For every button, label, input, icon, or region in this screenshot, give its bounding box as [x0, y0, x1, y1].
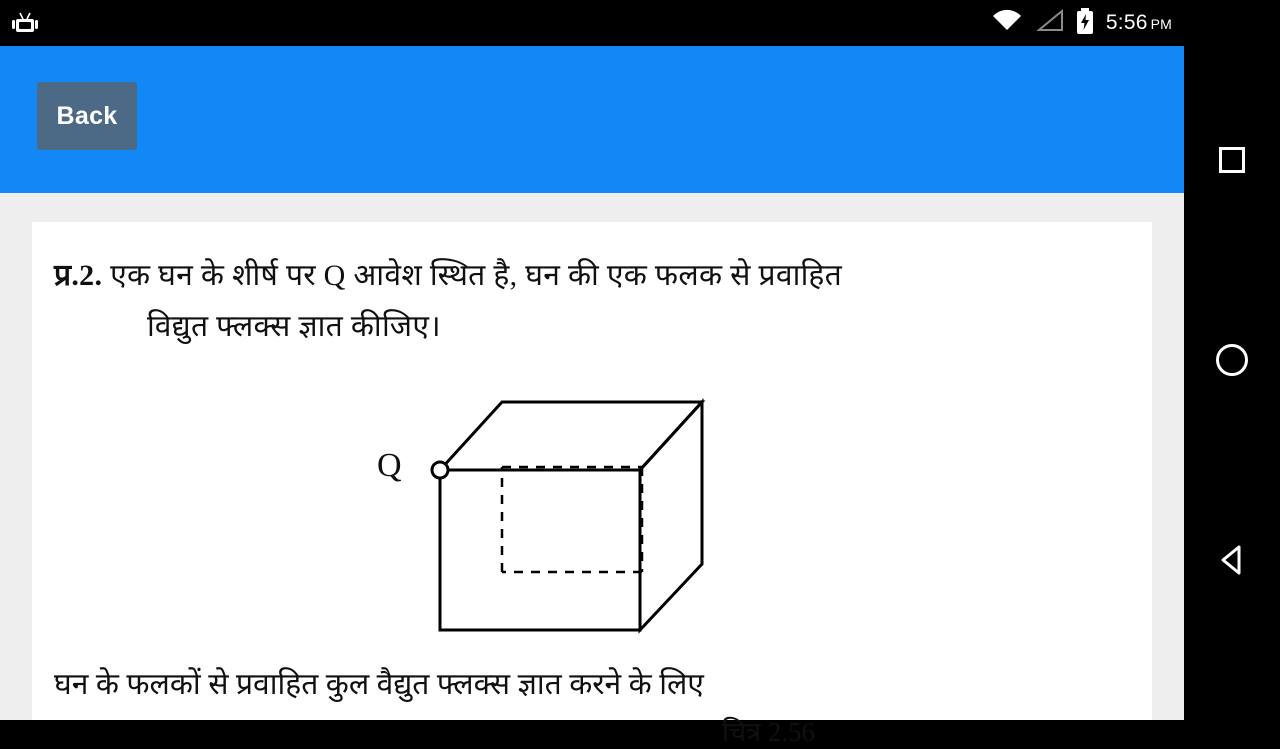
next-paragraph-partial: घन के फलकों से प्रवाहित कुल वैद्युत फ्लक्स ज्ञात करने के लिए — [54, 668, 704, 701]
status-bar-clock: 5:56 PM — [1105, 11, 1172, 34]
recent-apps-icon[interactable] — [1184, 112, 1280, 208]
cube-diagram-svg — [352, 392, 872, 662]
android-robot-icon — [12, 10, 38, 36]
home-circle — [1216, 344, 1248, 376]
question-text-line1 — [54, 254, 1134, 298]
back-triangle — [1215, 543, 1249, 577]
question-number: प्र.2. — [54, 259, 103, 292]
status-bar-left — [12, 10, 38, 36]
battery-charging-icon — [1076, 8, 1094, 39]
back-button[interactable]: Back — [37, 82, 137, 150]
navigation-bar — [1184, 0, 1280, 720]
home-icon[interactable] — [1184, 312, 1280, 408]
app-bar — [0, 46, 1184, 193]
signal-icon — [1034, 9, 1064, 38]
back-icon[interactable] — [1184, 512, 1280, 608]
status-bar-right — [992, 8, 1172, 39]
wifi-icon — [992, 9, 1022, 38]
figure-caption: चित्र 2.56 — [722, 717, 816, 747]
content-area[interactable] — [0, 193, 1184, 747]
question-text-line2: विद्युत फ्लक्स ज्ञात कीजिए। — [147, 310, 441, 343]
question-body-line1: एक घन के शीर्ष पर Q आवेश स्थित है, घन की एक फलक से प्रवाहित — [110, 259, 843, 292]
charge-label-q: Q — [377, 447, 402, 484]
question-page-sheet[interactable] — [32, 222, 1152, 747]
status-bar — [0, 0, 1184, 46]
recent-apps-square — [1219, 147, 1245, 173]
